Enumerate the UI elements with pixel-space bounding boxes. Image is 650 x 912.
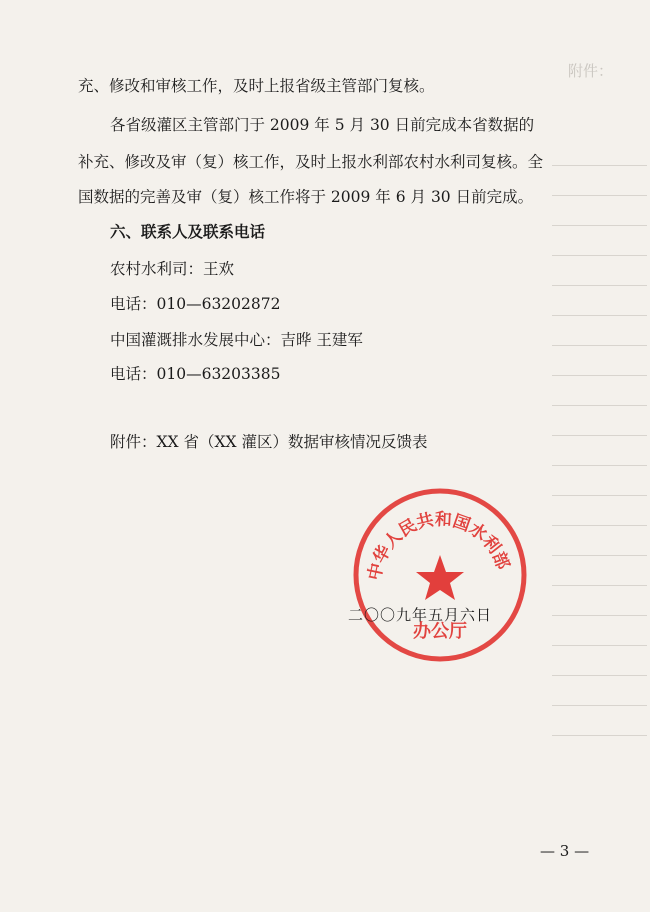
contact-dept-1: 农村水利司：王欢 — [110, 260, 235, 278]
contact-phone-1: 电话：010—63202872 — [110, 295, 281, 313]
signature-date: 二〇〇九年五月六日 — [348, 606, 493, 624]
contact-dept-2: 中国灌溉排水发展中心：吉晔 王建军 — [110, 331, 363, 349]
body-line-3: 补充、修改及审（复）核工作，及时上报水利部农村水利司复核。全 — [78, 153, 544, 171]
seal-star-icon — [416, 555, 464, 600]
seal-text: 中华人民共和国水利部 — [364, 509, 513, 583]
seal-subtext: 办公厅 — [413, 621, 467, 642]
page-number: — 3 — — [540, 842, 590, 860]
bleed-through-table — [552, 165, 647, 765]
attachment-line: 附件：XX 省（XX 灌区）数据审核情况反馈表 — [110, 433, 428, 451]
contact-phone-2: 电话：010—63203385 — [110, 365, 281, 383]
body-line-1: 充、修改和审核工作，及时上报省级主管部门复核。 — [78, 77, 435, 95]
body-line-4: 国数据的完善及审（复）核工作将于 2009 年 6 月 30 日前完成。 — [78, 188, 534, 206]
bleed-through-text: 附件： — [568, 62, 614, 80]
section-heading: 六、联系人及联系电话 — [110, 222, 266, 241]
official-seal — [350, 485, 530, 665]
body-line-2: 各省级灌区主管部门于 2009 年 5 月 30 日前完成本省数据的 — [110, 116, 535, 134]
